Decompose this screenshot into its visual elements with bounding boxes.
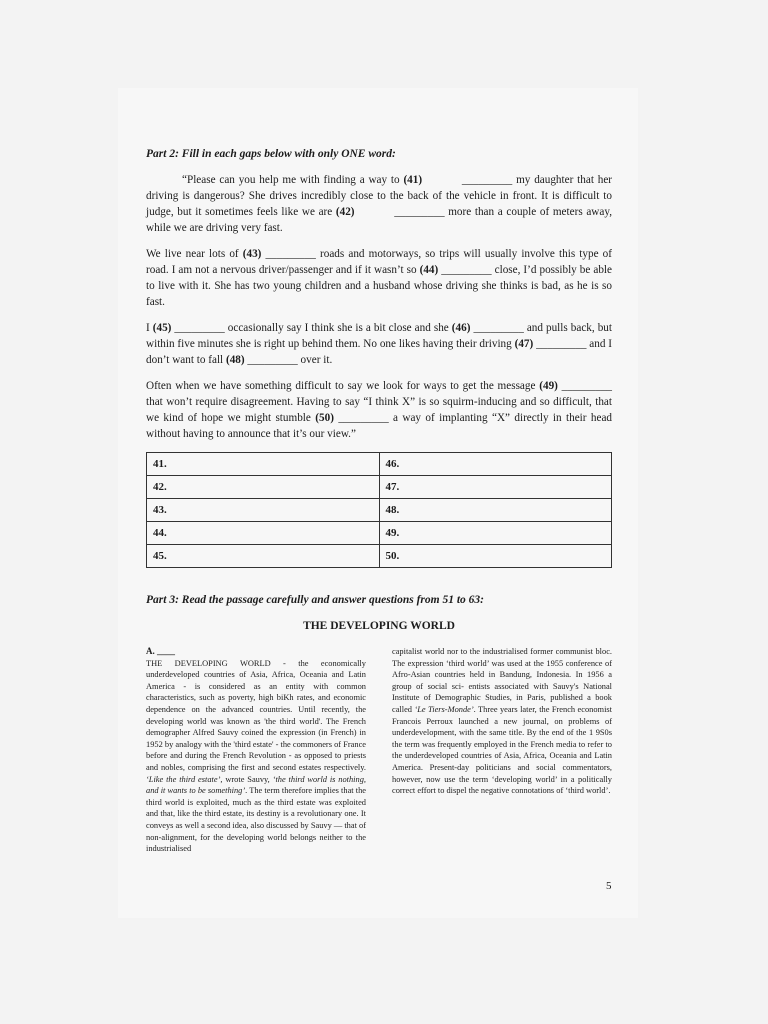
- answer-cell[interactable]: 49.: [379, 522, 612, 545]
- answer-cell[interactable]: 48.: [379, 499, 612, 522]
- part2-title: Part 2: Fill in each gaps below with only ONE word:: [146, 148, 396, 160]
- part2-paragraph-3: I (45) _________ occasionally say I think she is a bit close and she (46) _________ and pulls back, but within five minutes she is right up behind them. No one likes having their driving (47) _________ and I don’t want to fall (48) _________ over it.: [146, 322, 613, 366]
- section-a-label[interactable]: A. ____: [146, 646, 175, 656]
- passage-left-column: [146, 646, 366, 855]
- answer-cell[interactable]: 46.: [379, 453, 612, 476]
- passage-text-right: capitalist world nor to the industrialised former communist bloc. The expression ‘third world’ was used at the 1955 conference of Afro-Asian countries held in Bandung, Indonesia. In 1956 a group of social sci- entists associated with Sauvy's National Institute of Demographic Studies, in Paris, published a book called ‘Le Tiers-Monde’. Three years later, the French economist Francois Perroux launched a new journal, on problems of underdevelopment, with the same title. By the end of the 1 9S0s the term was frequently employed in the French media to refer to the underdeveloped countries of Asia, Africa, Oceania and Latin America. Present-day politicians and social commentators, however, now use the term ‘developing world’ in a politically correct effort to dispel the negative connotations of ‘third world’.: [392, 647, 612, 796]
- page-number: 5: [606, 880, 612, 892]
- blank-49[interactable]: _________: [561, 380, 613, 392]
- table-row: [147, 499, 612, 522]
- blank-43[interactable]: _________: [265, 248, 316, 260]
- part3-title: Part 3: Read the passage carefully and answer questions from 51 to 63:: [146, 594, 484, 606]
- gap-50: (50): [315, 412, 334, 424]
- gap-42: (42): [335, 206, 355, 218]
- blank-46[interactable]: _________: [473, 322, 524, 334]
- gap-49: (49): [539, 380, 558, 392]
- answer-cell[interactable]: 44.: [147, 522, 380, 545]
- part2-paragraph-1: “Please can you help me with finding a way to (41) _________ my daughter that her driving is dangerous? She drives incredibly close to the back of the vehicle in front. It is difficult to judge, but it sometimes feels like we are (42) _________ more than a couple of meters away, while we are driving very fast.: [146, 174, 613, 234]
- gap-44: (44): [419, 264, 439, 276]
- blank-42[interactable]: _________: [394, 206, 445, 218]
- passage-right-column: [392, 646, 612, 855]
- blank-41[interactable]: _________: [461, 174, 513, 186]
- answer-cell[interactable]: 42.: [147, 476, 380, 499]
- gap-43: (43): [242, 248, 262, 260]
- blank-44[interactable]: _________: [441, 264, 492, 276]
- table-row: [147, 545, 612, 568]
- blank-45[interactable]: _________: [174, 322, 225, 334]
- table-row: [147, 453, 612, 476]
- gap-45: (45): [152, 322, 172, 334]
- answer-cell[interactable]: 45.: [147, 545, 380, 568]
- blank-48[interactable]: _________: [247, 354, 298, 366]
- answer-table: [146, 452, 612, 568]
- passage-columns: [146, 646, 612, 855]
- gap-47: (47): [514, 338, 534, 350]
- gap-48: (48): [225, 354, 245, 366]
- gap-46: (46): [451, 322, 471, 334]
- part2-paragraph-2: We live near lots of (43) _________ roads and motorways, so trips will usually involve this type of road. I am not a nervous driver/passenger and if it wasn’t so (44) _________ close, I’d possibly be able to live with it. She has two young children and a husband whose driving she thinks is bad, as he is so fast.: [146, 248, 612, 308]
- passage-text-left: THE DEVELOPING WORLD - the economically underdeveloped countries of Asia, Africa, Oceania and Latin America - is considered as an entity with common characteristics, such as poverty, high biKh rates, and economic dependence on the advanced countries. Until recently, the developing world was known as 'the third world'. The French demographer Alfred Sauvy coined the expression (in French) in 1952 by analogy with the 'third estate' - the commoners of France before and during the French Revolution - as opposed to priests and nobles, comprising the first and second estates respectively. ‘Like the third estate’, wrote Sauvy, ‘the third world is nothing, and it wants to be something’. The term therefore implies that the third world is exploited, much as the third estate was exploited and that, like the third estate, its destiny is a revolutionary one. It conveys as well a second idea, also discussed by Sauvy — that of non-alignment, for the developing world belongs neither to the industrialised: [146, 658, 366, 854]
- table-row: [147, 522, 612, 545]
- answer-cell[interactable]: 50.: [379, 545, 612, 568]
- answer-cell[interactable]: 41.: [147, 453, 380, 476]
- blank-47[interactable]: _________: [536, 338, 587, 350]
- part2-paragraph-4: Often when we have something difficult to say we look for ways to get the message (49) _________ that won’t require disagreement. Having to say “I think X” is so squirm-inducing and so difficult, that we kind of hope we might stumble (50) _________ a way of implanting “X” directly in their head without having to announce that it’s our view.”: [146, 380, 613, 440]
- answer-cell[interactable]: 47.: [379, 476, 612, 499]
- worksheet-content: [146, 148, 612, 855]
- gap-41: (41): [403, 174, 423, 186]
- blank-50[interactable]: _________: [338, 412, 389, 424]
- passage-heading: THE DEVELOPING WORLD: [303, 620, 455, 632]
- table-row: [147, 476, 612, 499]
- answer-cell[interactable]: 43.: [147, 499, 380, 522]
